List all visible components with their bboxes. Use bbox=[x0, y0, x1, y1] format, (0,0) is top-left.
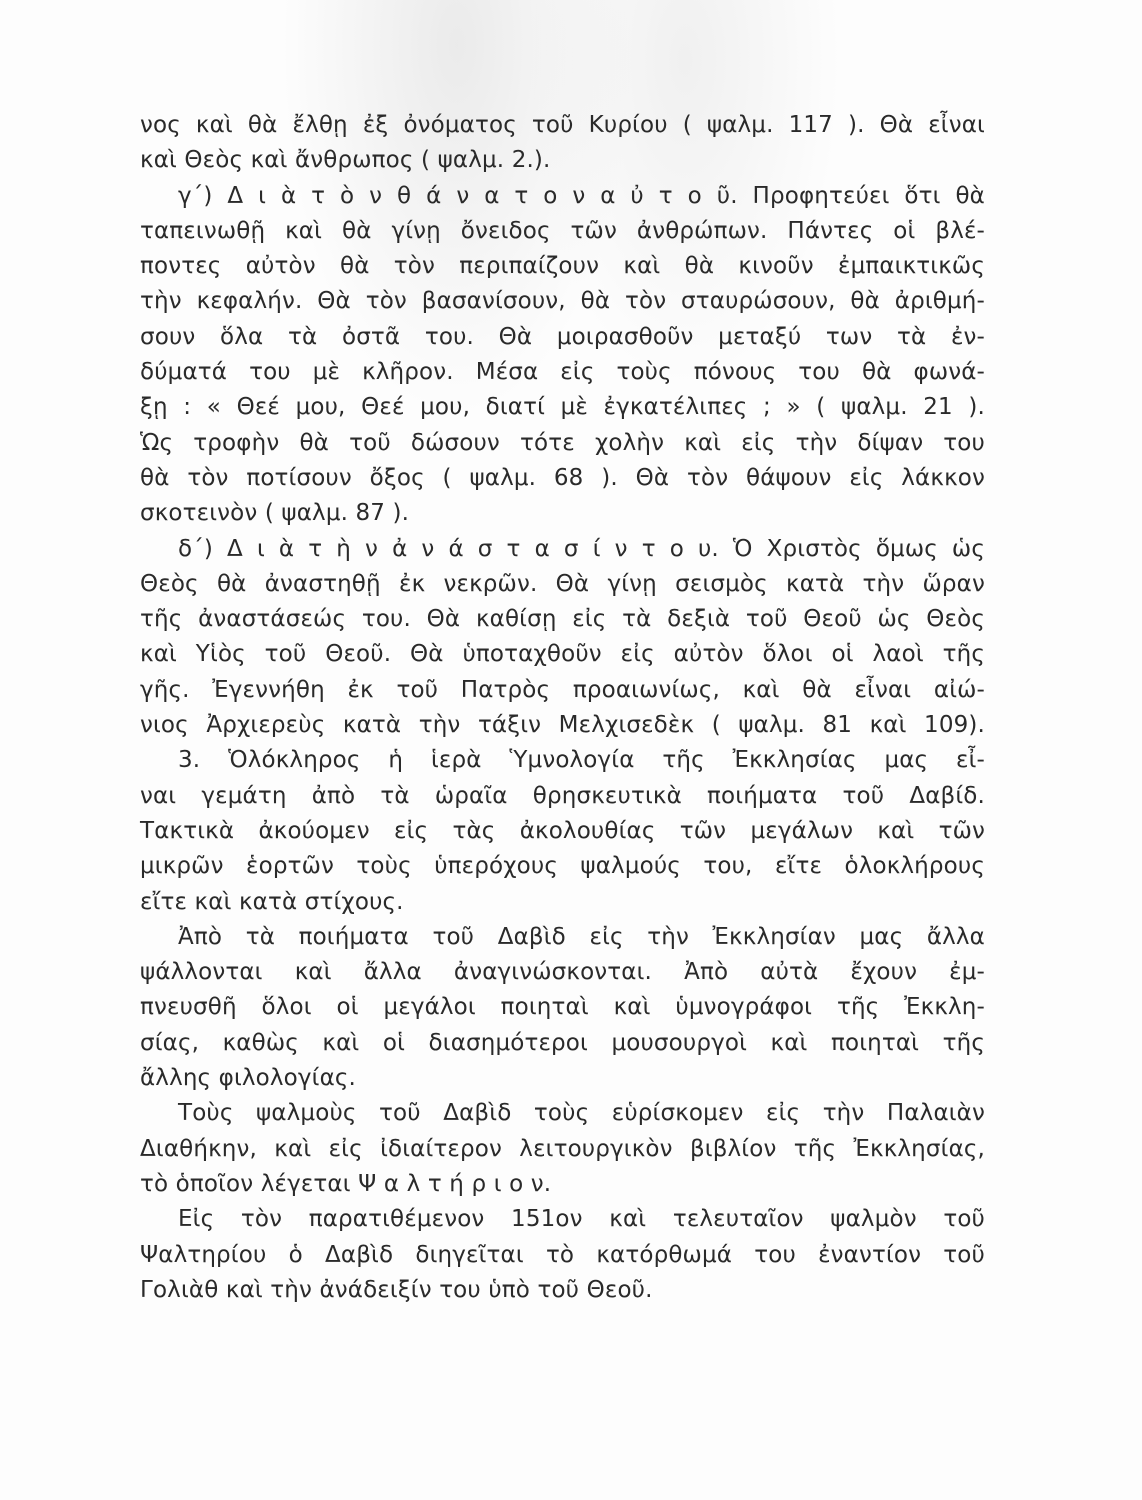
text-line: 3. Ὁλόκληρος ἡ ἱερὰ Ὑμνολογία τῆς Ἐκκλησίας μας εἶ- bbox=[178, 747, 985, 774]
text-line: Τακτικὰ ἀκούομεν εἰς τὰς ἀκολουθίας τῶν μεγάλων καὶ τῶν bbox=[140, 817, 985, 844]
text-line: εἴτε καὶ κατὰ στίχους. bbox=[140, 888, 404, 915]
text-line: τῆς ἀναστάσεώς του. Θὰ καθίσῃ εἰς τὰ δεξιὰ τοῦ Θεοῦ ὡς Θεὸς bbox=[140, 606, 985, 633]
body-text bbox=[140, 108, 985, 1308]
text-line: Ψαλτηρίου ὁ Δαβὶδ διηγεῖται τὸ κατόρθωμά του ἐναντίον τοῦ bbox=[140, 1241, 985, 1268]
text-line: Διαθήκην, καὶ εἰς ἰδιαίτερον λειτουργικὸν βιβλίον τῆς Ἐκκλησίας, bbox=[140, 1135, 985, 1162]
text-line: ταπεινωθῇ καὶ θὰ γίνῃ ὄνειδος τῶν ἀνθρώπων. Πάντες οἱ βλέ- bbox=[140, 217, 985, 244]
text-line: μικρῶν ἑορτῶν τοὺς ὑπερόχους ψαλμούς του, εἴτε ὁλοκλήρους bbox=[140, 853, 985, 880]
text-line: Τοὺς ψαλμοὺς τοῦ Δαβὶδ τοὺς εὑρίσκομεν εἰς τὴν Παλαιὰν bbox=[178, 1100, 985, 1127]
text-line: Ὡς τροφὴν θὰ τοῦ δώσουν τότε χολὴν καὶ εἰς τὴν δίψαν του bbox=[140, 429, 985, 456]
text-line: τὸ ὁποῖον λέγεται Ψ α λ τ ή ρ ι ο ν. bbox=[140, 1170, 552, 1197]
text-line: τὴν κεφαλήν. Θὰ τὸν βασανίσουν, θὰ τὸν σταυρώσουν, θὰ ἀριθμή- bbox=[140, 288, 985, 315]
text-line: σκοτεινὸν ( ψαλμ. 87 ). bbox=[140, 500, 410, 527]
text-line: ξῃ : « Θεέ μου, Θεέ μου, διατί μὲ ἐγκατέλιπες ; » ( ψαλμ. 21 ). bbox=[140, 394, 985, 421]
text-line: σουν ὅλα τὰ ὀστᾶ του. Θὰ μοιρασθοῦν μεταξύ των τὰ ἐν- bbox=[140, 323, 985, 350]
text-line: νιος Ἀρχιερεὺς κατὰ τὴν τάξιν Μελχισεδὲκ ( ψαλμ. 81 καὶ 109). bbox=[140, 712, 985, 739]
text-line: νος καὶ θὰ ἔλθῃ ἐξ ὀνόματος τοῦ Κυρίου ( ψαλμ. 117 ). Θὰ εἶναι bbox=[140, 112, 985, 138]
text-line: Θεὸς θὰ ἀναστηθῇ ἐκ νεκρῶν. Θὰ γίνῃ σεισμὸς κατὰ τὴν ὥραν bbox=[140, 570, 985, 597]
text-line: ἄλλης φιλολογίας. bbox=[140, 1065, 357, 1092]
text-line: γ΄) Δ ι ὰ τ ὸ ν θ ά ν α τ ο ν α ὐ τ ο ῦ. Προφητεύει ὅτι θὰ bbox=[178, 182, 985, 209]
text-line: δ΄) Δ ι ὰ τ ὴ ν ἀ ν ά σ τ α σ ί ν τ ο υ. Ὁ Χριστὸς ὅμως ὡς bbox=[178, 535, 985, 562]
text-line: καὶ Υἱὸς τοῦ Θεοῦ. Θὰ ὑποταχθοῦν εἰς αὐτὸν ὅλοι οἱ λαοὶ τῆς bbox=[140, 641, 985, 668]
text-line: δύματά του μὲ κλῆρον. Μέσα εἰς τοὺς πόνους του θὰ φωνά- bbox=[140, 359, 985, 386]
text-line: Εἰς τὸν παρατιθέμενον 151ον καὶ τελευταῖον ψαλμὸν τοῦ bbox=[178, 1206, 985, 1233]
text-line: Ἀπὸ τὰ ποιήματα τοῦ Δαβὶδ εἰς τὴν Ἐκκλησίαν μας ἄλλα bbox=[178, 923, 985, 950]
text-line: γῆς. Ἐγεννήθη ἐκ τοῦ Πατρὸς προαιωνίως, καὶ θὰ εἶναι αἰώ- bbox=[140, 676, 985, 703]
text-line: καὶ Θεὸς καὶ ἄνθρωπος ( ψαλμ. 2.). bbox=[140, 147, 551, 174]
text-line: ναι γεμάτη ἀπὸ τὰ ὡραῖα θρησκευτικὰ ποιήματα τοῦ Δαβίδ. bbox=[140, 782, 985, 809]
text-line: Γολιὰθ καὶ τὴν ἀνάδειξίν του ὑπὸ τοῦ Θεοῦ. bbox=[140, 1276, 653, 1303]
text-line: ποντες αὐτὸν θὰ τὸν περιπαίζουν καὶ θὰ κινοῦν ἐμπαικτικῶς bbox=[140, 253, 985, 280]
text-line: σίας, καθὼς καὶ οἱ διασημότεροι μουσουργοὶ καὶ ποιηταὶ τῆς bbox=[140, 1029, 985, 1056]
text-line: θὰ τὸν ποτίσουν ὄξος ( ψαλμ. 68 ). Θὰ τὸν θάψουν εἰς λάκκον bbox=[140, 464, 985, 491]
text-line: πνευσθῆ ὅλοι οἱ μεγάλοι ποιηταὶ καὶ ὑμνογράφοι τῆς Ἐκκλη- bbox=[140, 994, 985, 1021]
text-line: ψάλλονται καὶ ἄλλα ἀναγινώσκονται. Ἀπὸ αὐτὰ ἔχουν ἐμ- bbox=[140, 959, 985, 986]
